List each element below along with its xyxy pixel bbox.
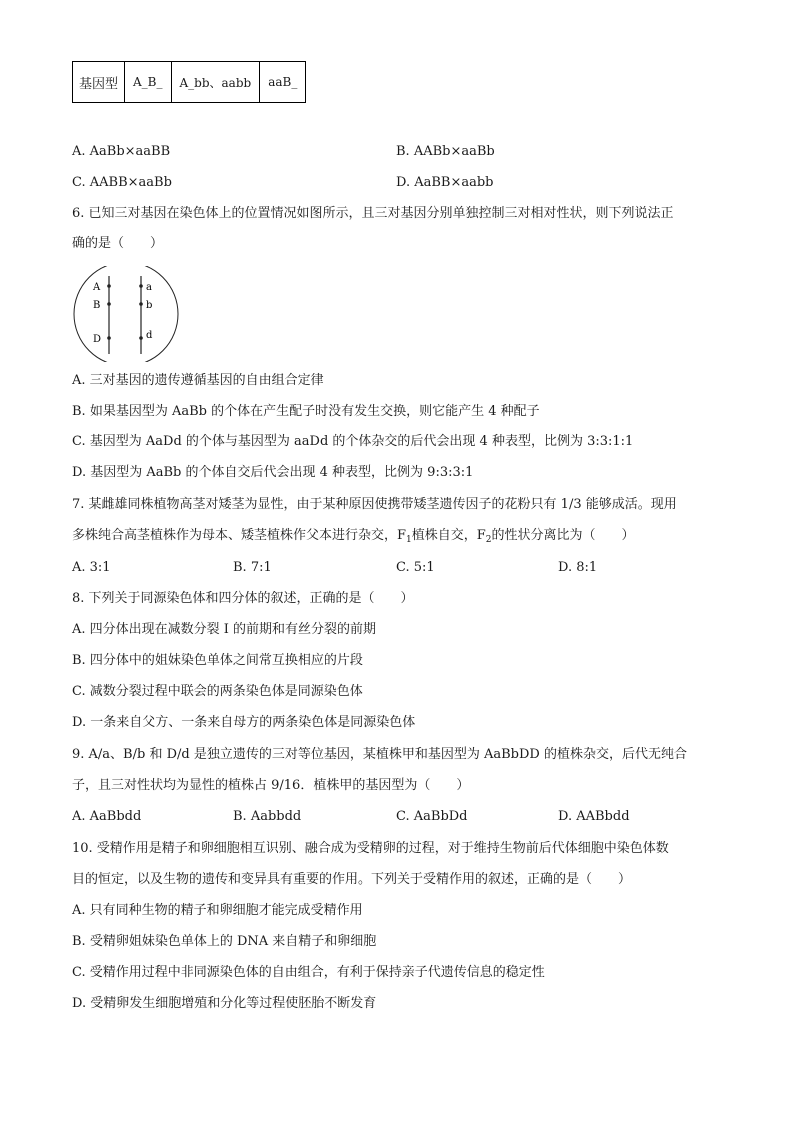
q6-stem-line1: 6. 已知三对基因在染色体上的位置情况如图所示，且三对基因分别单独控制三对相对性状，则下列说法正 — [72, 206, 674, 221]
q9-option-c: C. AaBbDd — [396, 809, 468, 824]
q8-stem: 8. 下列关于同源染色体和四分体的叙述，正确的是（ ） — [72, 591, 414, 606]
genotype-table — [72, 61, 306, 103]
q10-stem-line1: 10. 受精作用是精子和卵细胞相互识别、融合成为受精卵的过程，对于维持生物前后代体细胞中染色体数 — [72, 841, 669, 856]
q5-option-c: C. AABB×aaBb — [72, 175, 172, 190]
q10-stem-line2: 目的恒定，以及生物的遗传和变异具有重要的作用。下列关于受精作用的叙述，正确的是（ ） — [72, 872, 632, 887]
q8-option-d: D. 一条来自父方、一条来自母方的两条染色体是同源染色体 — [72, 715, 416, 730]
table-cell: A_bb、aabb — [171, 62, 260, 103]
subscript: 2 — [485, 535, 492, 545]
q6-option-c: C. 基因型为 AaDd 的个体与基因型为 aaDd 的个体杂交的后代会出现 4 种表型，比例为 3:3:1:1 — [72, 434, 634, 449]
table-row — [73, 62, 306, 103]
locus-marker — [107, 302, 111, 306]
locus-marker — [107, 336, 111, 340]
table-cell: A_B_ — [125, 62, 171, 103]
q8-option-c: C. 减数分裂过程中联会的两条染色体是同源染色体 — [72, 684, 363, 699]
q10-option-a: A. 只有同种生物的精子和卵细胞才能完成受精作用 — [72, 903, 363, 918]
q10-option-b: B. 受精卵姐妹染色单体上的 DNA 来自精子和卵细胞 — [72, 934, 377, 949]
locus-marker — [139, 302, 143, 306]
q5-option-b: B. AABb×aaBb — [396, 144, 495, 159]
q8-option-a: A. 四分体出现在减数分裂 I 的前期和有丝分裂的前期 — [72, 622, 377, 637]
q10-option-d: D. 受精卵发生细胞增殖和分化等过程使胚胎不断发育 — [72, 996, 377, 1011]
q9-option-a: A. AaBbdd — [72, 809, 142, 824]
gene-label: D — [93, 334, 102, 345]
cell-outline — [74, 266, 178, 362]
gene-label: d — [146, 330, 153, 341]
gene-label: A — [93, 282, 101, 293]
gene-label: B — [93, 300, 101, 311]
table-cell: aaB_ — [260, 62, 306, 103]
q6-option-a: A. 三对基因的遗传遵循基因的自由组合定律 — [72, 373, 324, 388]
q7-option-b: B. 7:1 — [233, 560, 272, 575]
q6-stem-line2: 确的是（ ） — [72, 236, 164, 251]
q8-option-b: B. 四分体中的姐妹染色单体之间常互换相应的片段 — [72, 653, 363, 668]
q7-stem-text: 多株纯合高茎植株作为母本、矮茎植株作父本进行杂交，F — [72, 528, 407, 543]
q7-option-c: C. 5:1 — [396, 560, 435, 575]
q7-stem-line1: 7. 某雌雄同株植物高茎对矮茎为显性，由于某种原因使携带矮茎遗传因子的花粉只有 1/3 能够成活。现用 — [72, 497, 677, 512]
chromosome-diagram — [71, 266, 181, 362]
q9-option-b: B. Aabbdd — [233, 809, 302, 824]
q9-stem-line1: 9. A/a、B/b 和 D/d 是独立遗传的三对等位基因，某植株甲和基因型为 AaBbDD 的植株杂交，后代无纯合 — [72, 747, 687, 762]
q5-option-d: D. AaBB×aabb — [396, 175, 494, 190]
table-cell: 基因型 — [73, 62, 125, 103]
q10-option-c: C. 受精作用过程中非同源染色体的自由组合，有利于保持亲子代遗传信息的稳定性 — [72, 965, 545, 980]
q6-option-b: B. 如果基因型为 AaBb 的个体在产生配子时没有发生交换，则它能产生 4 种配子 — [72, 404, 540, 419]
q7-stem-text: 植株自交，F — [411, 528, 486, 543]
locus-marker — [139, 336, 143, 340]
q9-stem-line2: 子，且三对性状均为显性的植株占 9/16．植株甲的基因型为（ ） — [72, 778, 470, 793]
gene-label: a — [146, 282, 152, 293]
q6-option-d: D. 基因型为 AaBb 的个体自交后代会出现 4 种表型，比例为 9:3:3:1 — [72, 465, 474, 480]
subscript: 1 — [406, 535, 412, 545]
q7-option-d: D. 8:1 — [558, 560, 598, 575]
q9-option-d: D. AABbdd — [558, 809, 630, 824]
q5-option-a: A. AaBb×aaBB — [72, 144, 171, 159]
q7-stem-line2 — [72, 528, 635, 544]
gene-label: b — [146, 300, 153, 311]
q7-stem-text: 的性状分离比为（ ） — [491, 528, 635, 543]
locus-marker — [107, 284, 111, 288]
q7-option-a: A. 3:1 — [72, 560, 111, 575]
locus-marker — [139, 284, 143, 288]
